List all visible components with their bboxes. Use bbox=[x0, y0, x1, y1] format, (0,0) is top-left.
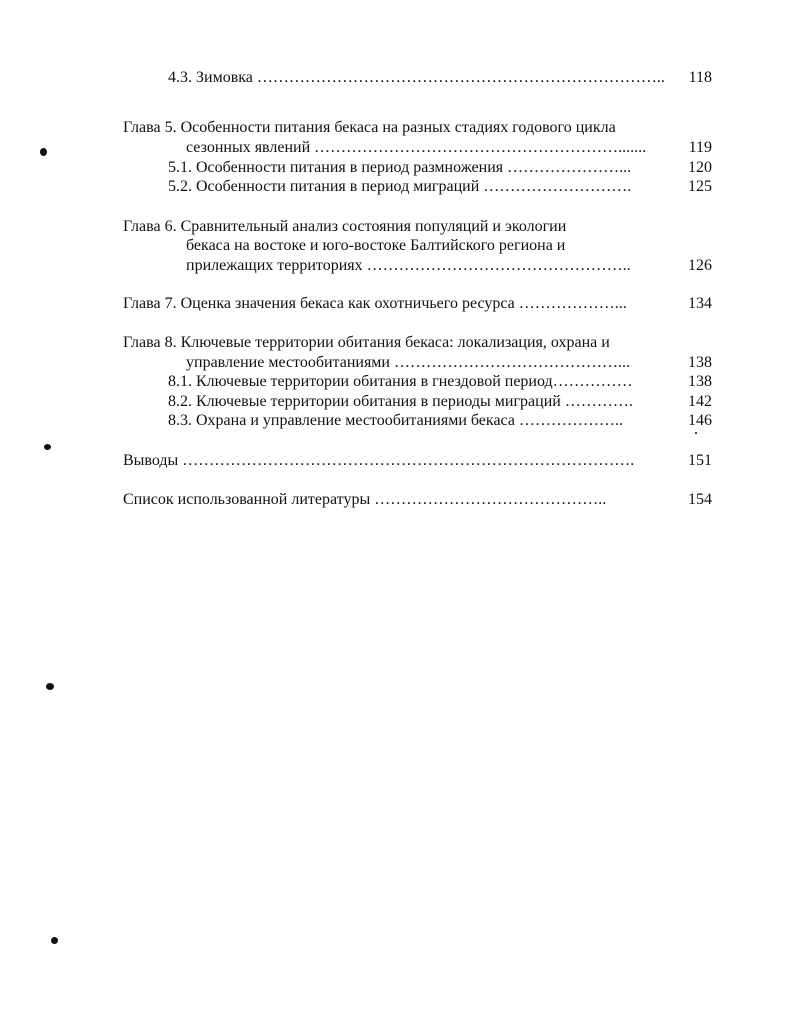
toc-references: Список использованной литературы …………………………………….. bbox=[123, 491, 607, 508]
toc-page-4-3: 118 bbox=[688, 69, 712, 86]
toc-chapter-6-line-2: бекаса на востоке и юго-востоке Балтийского региона и bbox=[186, 237, 566, 254]
scan-speck bbox=[695, 432, 697, 434]
toc-chapter-6-line-1: Глава 6. Сравнительный анализ состояния популяций и экологии bbox=[123, 218, 567, 235]
toc-chapter-7: Глава 7. Оценка значения бекаса как охотничьего ресурса ………………... bbox=[123, 295, 627, 312]
toc-page-chapter-8: 138 bbox=[688, 354, 712, 371]
toc-entry-8-2: 8.2. Ключевые территории обитания в периоды миграций …………. bbox=[168, 393, 633, 410]
toc-chapter-5-line-2: сезонных явлений …………………………………………………....... bbox=[186, 139, 647, 156]
toc-page-references: 154 bbox=[688, 491, 712, 508]
toc-chapter-8-line-1: Глава 8. Ключевые территории обитания бекаса: локализация, охрана и bbox=[123, 334, 610, 351]
toc-page-5-2: 125 bbox=[688, 178, 712, 195]
toc-page-chapter-6: 126 bbox=[688, 257, 712, 274]
toc-entry-5-2: 5.2. Особенности питания в период миграций ………………………. bbox=[168, 178, 632, 195]
toc-chapter-5-line-1: Глава 5. Особенности питания бекаса на разных стадиях годового цикла bbox=[123, 119, 616, 136]
scan-speck bbox=[40, 148, 47, 156]
toc-chapter-8-line-2: управление местообитаниями ……………………………………... bbox=[186, 354, 630, 371]
toc-conclusions: Выводы …………………………………………………………………………. bbox=[123, 452, 635, 469]
toc-entry-8-3: 8.3. Охрана и управление местообитаниями бекаса ……………….. bbox=[168, 412, 623, 429]
toc-entry-4-3: 4.3. Зимовка ………………………………………………………………….. bbox=[168, 69, 665, 86]
toc-page-8-2: 142 bbox=[688, 393, 712, 410]
toc-page-8-1: 138 bbox=[688, 373, 712, 390]
toc-page-8-3: 146 bbox=[688, 412, 712, 429]
scan-speck bbox=[46, 683, 54, 690]
scan-speck bbox=[51, 937, 58, 944]
toc-page-conclusions: 151 bbox=[688, 452, 712, 469]
toc-page-chapter-7: 134 bbox=[688, 295, 712, 312]
toc-entry-8-1: 8.1. Ключевые территории обитания в гнездовой период…………… bbox=[168, 373, 633, 390]
toc-entry-5-1: 5.1. Особенности питания в период размножения …………………... bbox=[168, 159, 632, 176]
toc-page-chapter-5: 119 bbox=[688, 139, 712, 156]
toc-page-5-1: 120 bbox=[688, 159, 712, 176]
toc-chapter-6-line-3: прилежащих территориях ………………………………………….. bbox=[186, 257, 631, 274]
scan-speck bbox=[44, 444, 51, 450]
